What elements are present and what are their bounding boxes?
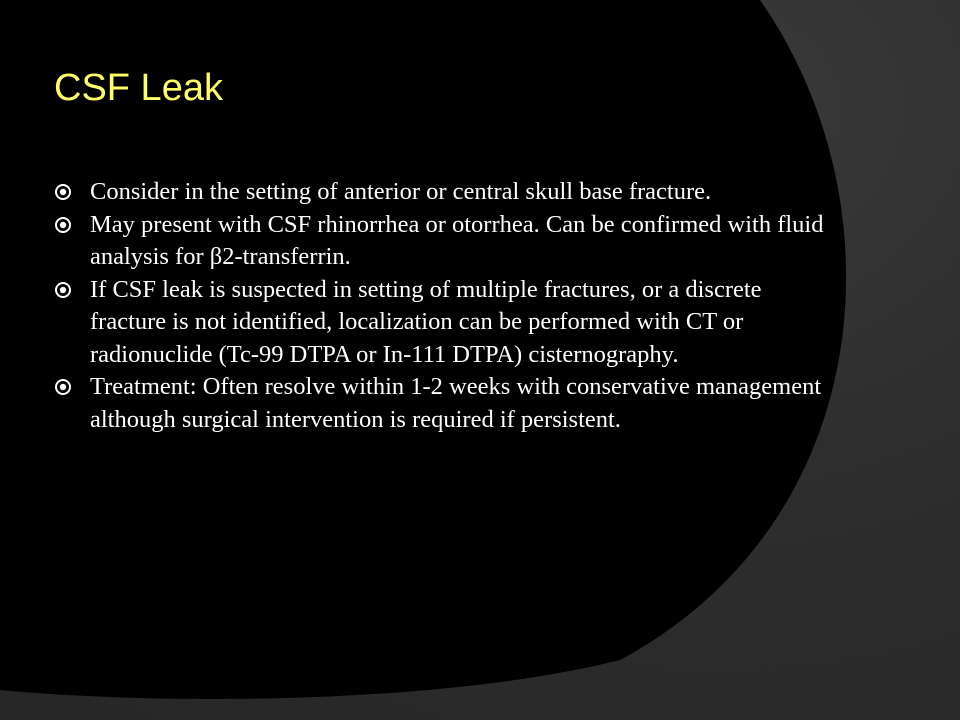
- bullet-text: May present with CSF rhinorrhea or otorrhea. Can be confirmed with fluid analysis for β2-transferrin.: [90, 210, 824, 270]
- circled-dot-icon: [54, 216, 72, 234]
- slide-title: CSF Leak: [54, 67, 223, 109]
- circled-dot-icon: [54, 281, 72, 299]
- bullet-item: [54, 371, 824, 436]
- bullet-item: [54, 209, 824, 274]
- bullet-list: [54, 176, 824, 436]
- bullet-text: Consider in the setting of anterior or central skull base fracture.: [90, 178, 712, 205]
- bullet-text: Treatment: Often resolve within 1-2 weeks with conservative management although surgical intervention is required if persistent.: [90, 373, 822, 433]
- circled-dot-icon: [54, 183, 72, 201]
- bullet-item: [54, 176, 824, 209]
- bullet-item: [54, 274, 824, 372]
- bullet-text: If CSF leak is suspected in setting of multiple fractures, or a discrete fracture is not identified, localization can be performed with CT or radionuclide (Tc-99 DTPA or In-111 DTPA) cisternography.: [90, 275, 762, 368]
- circled-dot-icon: [54, 378, 72, 396]
